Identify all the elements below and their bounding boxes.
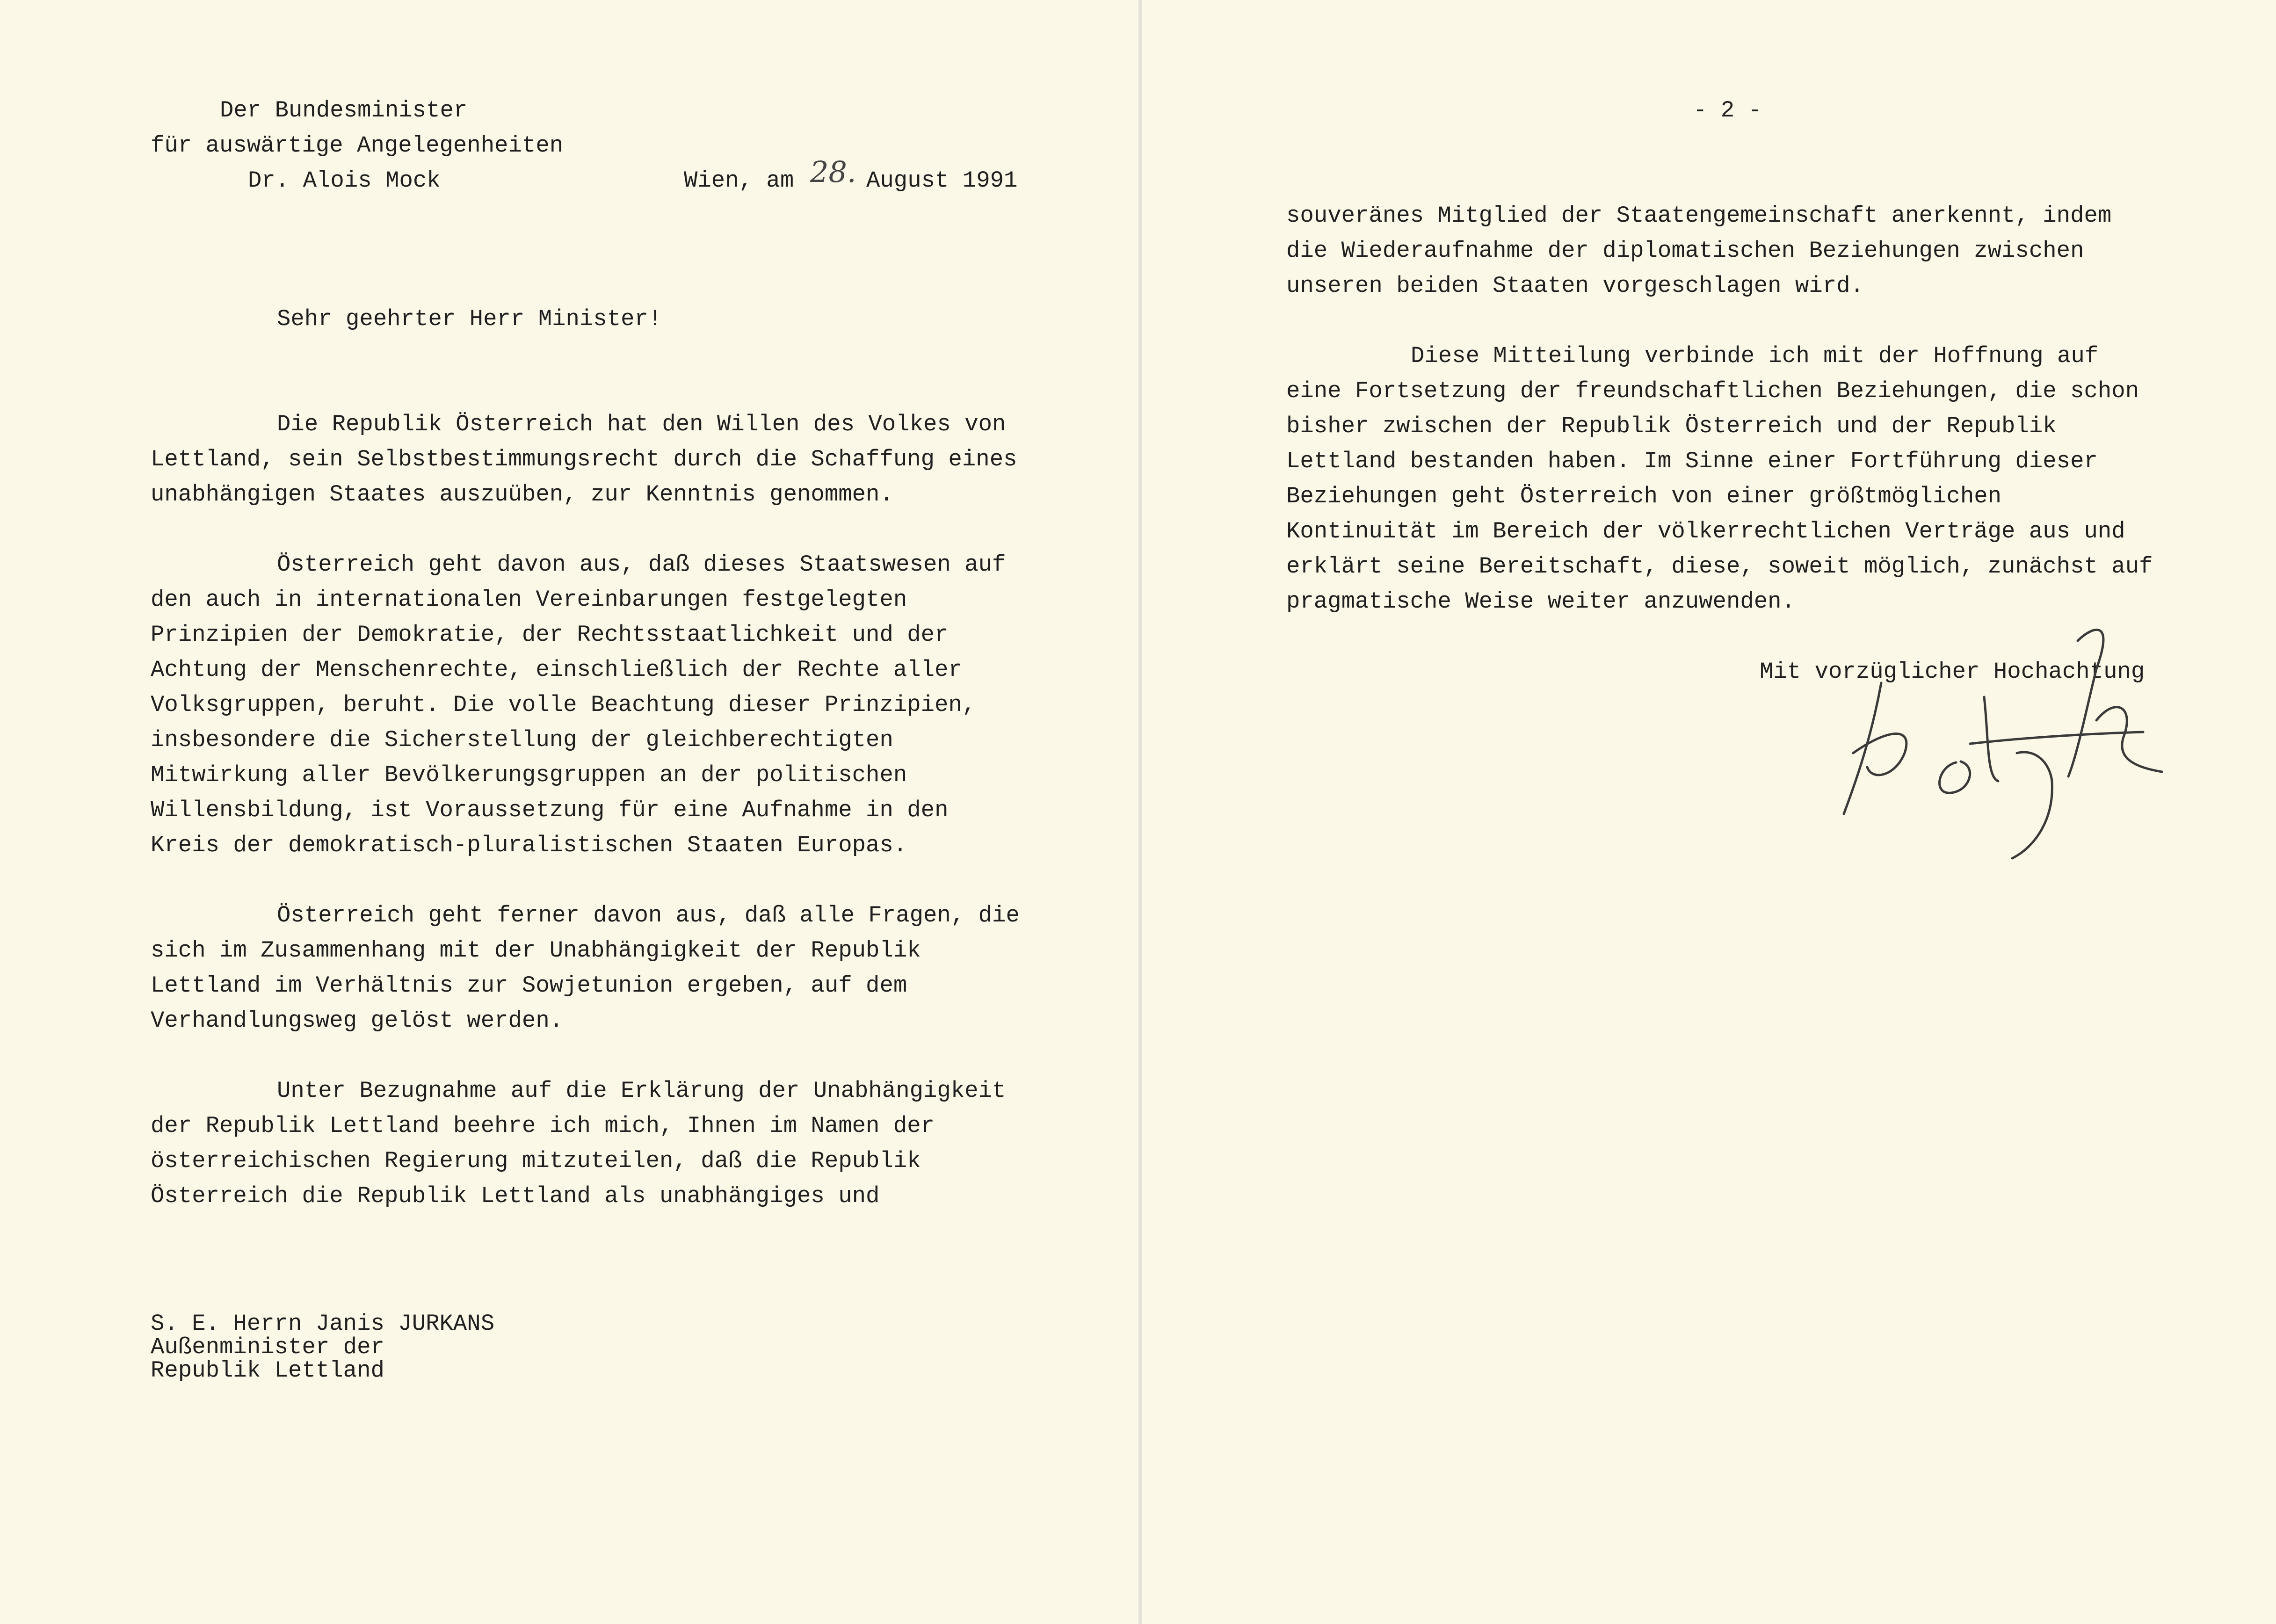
- text-line: eine Fortsetzung der freundschaftlichen Beziehungen, die schon: [1286, 378, 2139, 404]
- text-line: Diese Mitteilung verbinde ich mit der Hoffnung auf: [1411, 343, 2099, 369]
- text-line: Österreich die Republik Lettland als unabhängiges und: [151, 1183, 880, 1209]
- letterhead-ministry: für auswärtige Angelegenheiten: [151, 132, 564, 159]
- addressee-line: S. E. Herrn Janis JURKANS: [151, 1311, 495, 1337]
- text-line: Volksgruppen, beruht. Die volle Beachtung dieser Prinzipien,: [151, 692, 976, 718]
- text-line: Die Republik Österreich hat den Willen des Volkes von: [277, 411, 1006, 437]
- text-line: Lettland im Verhältnis zur Sowjetunion ergeben, auf dem: [151, 972, 907, 999]
- text-line: den auch in internationalen Vereinbarungen festgelegten: [151, 587, 907, 613]
- text-line: Lettland bestanden haben. Im Sinne einer Fortführung dieser: [1286, 448, 2098, 474]
- text-line: Prinzipien der Demokratie, der Rechtsstaatlichkeit und der: [151, 622, 949, 648]
- text-line: souveränes Mitglied der Staatengemeinschaft anerkennt, indem: [1286, 203, 2112, 229]
- text-line: bisher zwischen der Republik Österreich und der Republik: [1286, 413, 2057, 439]
- salutation: Sehr geehrter Herr Minister!: [277, 306, 662, 332]
- page-number: - 2 -: [1693, 97, 1762, 123]
- text-line: Kreis der demokratisch-pluralistischen Staaten Europas.: [151, 832, 907, 858]
- closing: Mit vorzüglicher Hochachtung: [1760, 659, 2145, 685]
- text-line: sich im Zusammenhang mit der Unabhängigkeit der Republik: [151, 937, 921, 964]
- text-line: pragmatische Weise weiter anzuwenden.: [1286, 588, 1795, 615]
- text-line: Lettland, sein Selbstbestimmungsrecht durch die Schaffung eines: [151, 446, 1017, 472]
- text-line: Achtung der Menschenrechte, einschließlich der Rechte aller: [151, 657, 962, 683]
- text-line: Kontinuität im Bereich der völkerrechtlichen Verträge aus und: [1286, 518, 2125, 544]
- page-gutter: [1138, 0, 1142, 1624]
- addressee-line: Außenminister der: [151, 1334, 384, 1360]
- text-line: Österreich geht davon aus, daß dieses Staatswesen auf: [277, 551, 1006, 578]
- letterhead-title: Der Bundesminister: [220, 97, 468, 123]
- text-line: unseren beiden Staaten vorgeschlagen wird.: [1286, 273, 1864, 299]
- letter-page-2: [1142, 0, 2276, 1624]
- letterhead-name: Dr. Alois Mock: [248, 167, 441, 194]
- text-line: Unter Bezugnahme auf die Erklärung der Unabhängigkeit: [277, 1078, 1006, 1104]
- text-line: die Wiederaufnahme der diplomatischen Beziehungen zwischen: [1286, 238, 2084, 264]
- date-place: Wien, am: [684, 167, 794, 194]
- date-month-year: August 1991: [866, 167, 1018, 194]
- text-line: Mitwirkung aller Bevölkerungsgruppen an der politischen: [151, 762, 907, 788]
- text-line: der Republik Lettland beehre ich mich, Ihnen im Namen der: [151, 1113, 935, 1139]
- text-line: erklärt seine Bereitschaft, diese, soweit möglich, zunächst auf: [1286, 553, 2153, 580]
- text-line: Verhandlungsweg gelöst werden.: [151, 1008, 564, 1034]
- text-line: insbesondere die Sicherstellung der gleichberechtigten: [151, 727, 893, 753]
- text-line: Beziehungen geht Österreich von einer größtmöglichen: [1286, 483, 2002, 509]
- text-line: Willensbildung, ist Voraussetzung für eine Aufnahme in den: [151, 797, 949, 823]
- text-line: österreichischen Regierung mitzuteilen, daß die Republik: [151, 1148, 921, 1174]
- text-line: unabhängigen Staates auszuüben, zur Kenntnis genommen.: [151, 481, 893, 507]
- handwritten-signature: [1816, 613, 2199, 865]
- date-day-handwritten: 28.: [810, 155, 856, 189]
- addressee-line: Republik Lettland: [151, 1357, 384, 1384]
- text-line: Österreich geht ferner davon aus, daß alle Fragen, die: [277, 902, 1020, 928]
